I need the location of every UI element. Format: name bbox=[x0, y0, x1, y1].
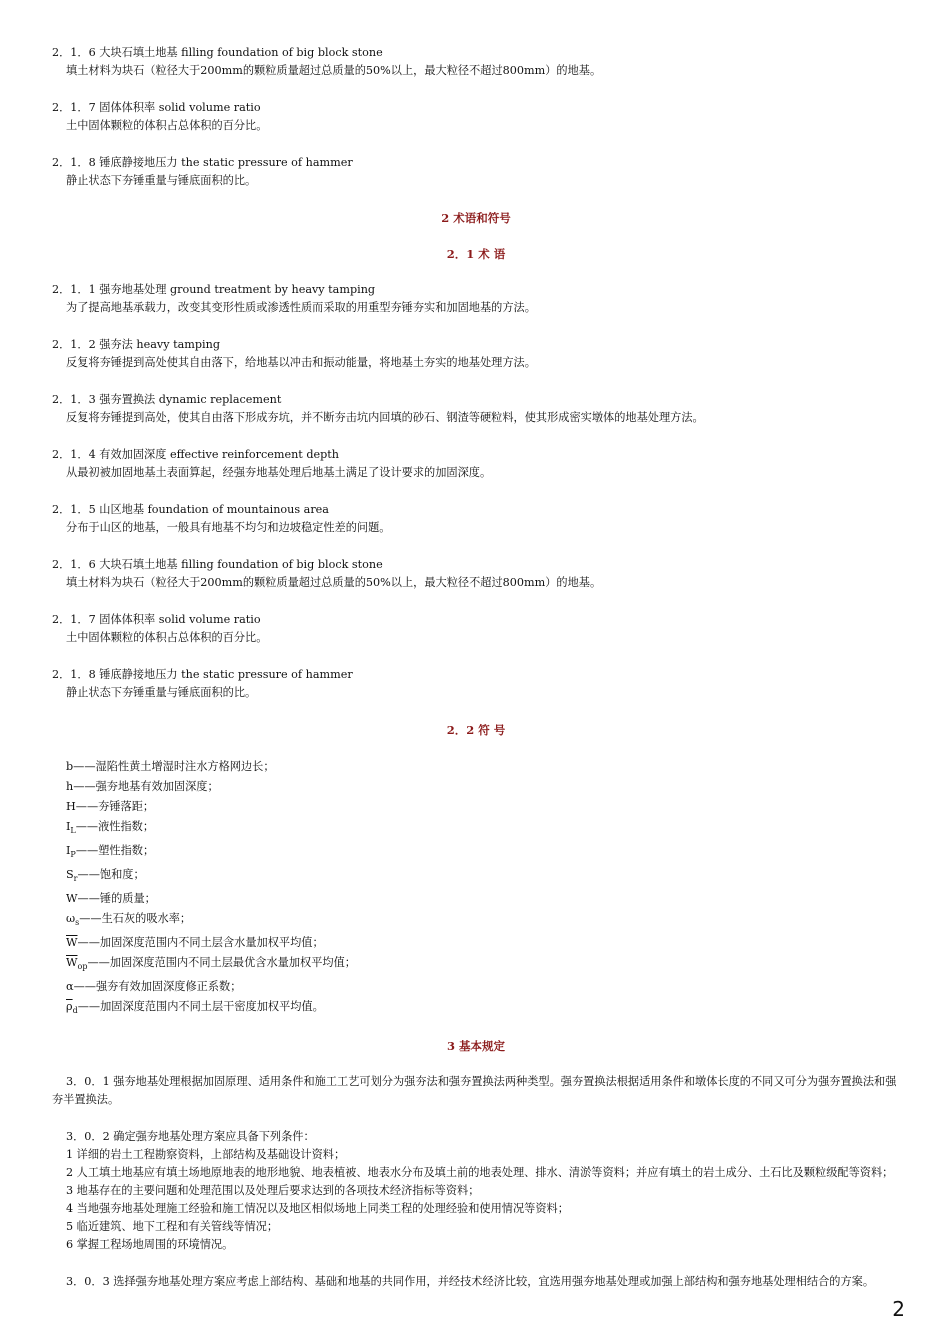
clause-head: 2．1．6 大块石填土地基 filling foundation of big block stone bbox=[52, 558, 383, 571]
symbol-item bbox=[66, 909, 900, 933]
symbol-description: ——饱和度； bbox=[77, 868, 145, 881]
symbol-description: ——锤的质量； bbox=[77, 892, 156, 905]
requirement-item: 2 人工填土地基应有填土场地原地表的地形地貌、地表植被、地表水分布及填土前的地表处理、排水、清淤等资料；并应有填土的岩土成分、土石比及颗粒级配等资料； bbox=[66, 1166, 894, 1179]
clause-2-1-7-top bbox=[52, 99, 900, 135]
symbol-description: ——生石灰的吸水率； bbox=[79, 912, 192, 925]
page-content bbox=[52, 44, 900, 1310]
clause-head: 2．1．8 锤底静接地压力 the static pressure of hammer bbox=[52, 156, 353, 169]
clause-body: 土中固体颗粒的体积占总体积的百分比。 bbox=[66, 631, 268, 644]
symbol-subscript: op bbox=[77, 962, 88, 971]
symbol-list bbox=[52, 757, 900, 1021]
symbol-description: ——液性指数； bbox=[75, 820, 155, 833]
symbol-letter: $\overline{W}$ bbox=[66, 936, 78, 949]
clause-3-0-2 bbox=[52, 1128, 900, 1254]
symbol-letter: ω bbox=[66, 912, 76, 925]
chapter-2-title: 2 术语和符号 bbox=[441, 211, 511, 225]
clause-head: 2．1．7 固体体积率 solid volume ratio bbox=[52, 613, 261, 626]
clause-body: 土中固体颗粒的体积占总体积的百分比。 bbox=[66, 119, 268, 132]
symbol-item bbox=[66, 977, 900, 997]
symbol-letter: α bbox=[66, 980, 74, 993]
symbol-letter: $\overline{\rho}$ bbox=[66, 1000, 73, 1013]
term-2-1-2 bbox=[52, 336, 900, 372]
clause-head: 2．1．1 强夯地基处理 ground treatment by heavy tamping bbox=[52, 283, 376, 296]
symbol-description: ——强夯有效加固深度修正系数； bbox=[73, 980, 242, 993]
symbol-item bbox=[66, 841, 900, 865]
clause-head: 2．1．2 强夯法 heavy tamping bbox=[52, 338, 220, 351]
term-2-1-8 bbox=[52, 666, 900, 702]
clause-body: 为了提高地基承载力，改变其变形性质或渗透性质而采取的用重型夯锤夯实和加固地基的方法。 bbox=[66, 301, 536, 314]
requirement-list bbox=[52, 1146, 900, 1254]
symbol-item bbox=[66, 997, 900, 1021]
symbol-item bbox=[66, 865, 900, 889]
symbol-letter: W bbox=[66, 892, 78, 905]
clause-body: 静止状态下夯锤重量与锤底面积的比。 bbox=[66, 686, 257, 699]
clause-head: 2．1．7 固体体积率 solid volume ratio bbox=[52, 101, 261, 114]
clause-2-1-6-top bbox=[52, 44, 900, 80]
symbol-item bbox=[66, 817, 900, 841]
symbol-item bbox=[66, 953, 900, 977]
clause-2-1-8-top bbox=[52, 154, 900, 190]
symbol-description: ——夯锤落距； bbox=[75, 800, 155, 813]
symbol-description: ——塑性指数； bbox=[75, 844, 155, 857]
symbol-item bbox=[66, 933, 900, 953]
symbol-letter: b bbox=[66, 760, 74, 773]
term-2-1-6 bbox=[52, 556, 900, 592]
symbol-item bbox=[66, 797, 900, 817]
page-number: 2 bbox=[892, 1297, 905, 1321]
clause-body: 反复将夯锤提到高处，使其自由落下形成夯坑，并不断夯击坑内回填的砂石、钢渣等硬粒料，使其形成密实墩体的地基处理方法。 bbox=[66, 411, 704, 424]
clause-head: 2．1．4 有效加固深度 effective reinforcement depth bbox=[52, 448, 339, 461]
requirement-item: 5 临近建筑、地下工程和有关管线等情况； bbox=[66, 1220, 279, 1233]
symbol-letter: I bbox=[66, 820, 71, 833]
term-2-1-7 bbox=[52, 611, 900, 647]
symbol-subscript: d bbox=[72, 1006, 78, 1015]
clause-head: 2．1．6 大块石填土地基 filling foundation of big block stone bbox=[52, 46, 383, 59]
chapter-3-title: 3 基本规定 bbox=[446, 1039, 505, 1053]
clause-3-0-1 bbox=[52, 1073, 900, 1109]
requirement-item: 4 当地强夯地基处理施工经验和施工情况以及地区相似场地上同类工程的处理经验和使用情况等资料； bbox=[66, 1202, 569, 1215]
symbol-description: ——加固深度范围内不同土层含水量加权平均值； bbox=[77, 936, 324, 949]
symbol-item bbox=[66, 757, 900, 777]
symbol-subscript: r bbox=[73, 874, 78, 883]
symbol-subscript: P bbox=[70, 850, 76, 859]
symbol-description: ——强夯地基有效加固深度； bbox=[73, 780, 219, 793]
term-2-1-5 bbox=[52, 501, 900, 537]
symbol-letter: I bbox=[66, 844, 71, 857]
symbol-description: ——湿陷性黄土增湿时注水方格网边长； bbox=[73, 760, 275, 773]
requirement-item: 6 掌握工程场地周围的环境情况。 bbox=[66, 1238, 234, 1251]
section-2-2-title: 2．2 符 号 bbox=[446, 723, 506, 737]
symbol-letter: h bbox=[66, 780, 74, 793]
clause-head: 2．1．5 山区地基 foundation of mountainous area bbox=[52, 503, 329, 516]
clause-head: 2．1．8 锤底静接地压力 the static pressure of hammer bbox=[52, 668, 353, 681]
clause-text: 3．0．3 选择强夯地基处理方案应考虑上部结构、基础和地基的共同作用，并经技术经济比较，宜选用强夯地基处理或加强上部结构和强夯地基处理相结合的方案。 bbox=[66, 1275, 875, 1288]
symbol-item bbox=[66, 777, 900, 797]
symbol-letter: $\overline{W}$ bbox=[66, 956, 78, 969]
clause-3-0-3 bbox=[52, 1273, 900, 1291]
symbol-letter: S bbox=[66, 868, 74, 881]
term-2-1-3 bbox=[52, 391, 900, 427]
requirement-item: 3 地基存在的主要问题和处理范围以及处理后要求达到的各项技术经济指标等资料； bbox=[66, 1184, 480, 1197]
symbol-subscript: s bbox=[75, 918, 80, 927]
clause-body: 从最初被加固地基土表面算起，经强夯地基处理后地基土满足了设计要求的加固深度。 bbox=[66, 466, 492, 479]
clause-body: 填土材料为块石（粒径大于200mm的颗粒质量超过总质量的50%以上，最大粒径不超过800mm）的地基。 bbox=[66, 64, 602, 77]
clause-head: 3．0．2 确定强夯地基处理方案应具备下列条件： bbox=[66, 1130, 315, 1143]
symbol-subscript: L bbox=[70, 826, 76, 835]
symbol-description: ——加固深度范围内不同土层干密度加权平均值。 bbox=[77, 1000, 324, 1013]
symbol-item bbox=[66, 889, 900, 909]
symbol-letter: H bbox=[66, 800, 76, 813]
clause-text: 3．0．1 强夯地基处理根据加固原理、适用条件和施工工艺可划分为强夯法和强夯置换法两种类型。强夯置换法根据适用条件和墩体长度的不同又可分为强夯置换法和强夯半置换法。 bbox=[52, 1075, 897, 1106]
requirement-item: 1 详细的岩土工程勘察资料，上部结构及基础设计资料； bbox=[66, 1148, 346, 1161]
section-2-1-title: 2．1 术 语 bbox=[446, 247, 506, 261]
clause-body: 静止状态下夯锤重量与锤底面积的比。 bbox=[66, 174, 257, 187]
clause-body: 反复将夯锤提到高处使其自由落下，给地基以冲击和振动能量，将地基土夯实的地基处理方法。 bbox=[66, 356, 536, 369]
clause-body: 分布于山区的地基，一般具有地基不均匀和边坡稳定性差的问题。 bbox=[66, 521, 391, 534]
symbol-description: ——加固深度范围内不同土层最优含水量加权平均值； bbox=[87, 956, 356, 969]
clause-head: 2．1．3 强夯置换法 dynamic replacement bbox=[52, 393, 282, 406]
term-2-1-1 bbox=[52, 281, 900, 317]
clause-body: 填土材料为块石（粒径大于200mm的颗粒质量超过总质量的50%以上，最大粒径不超过800mm）的地基。 bbox=[66, 576, 602, 589]
term-2-1-4 bbox=[52, 446, 900, 482]
